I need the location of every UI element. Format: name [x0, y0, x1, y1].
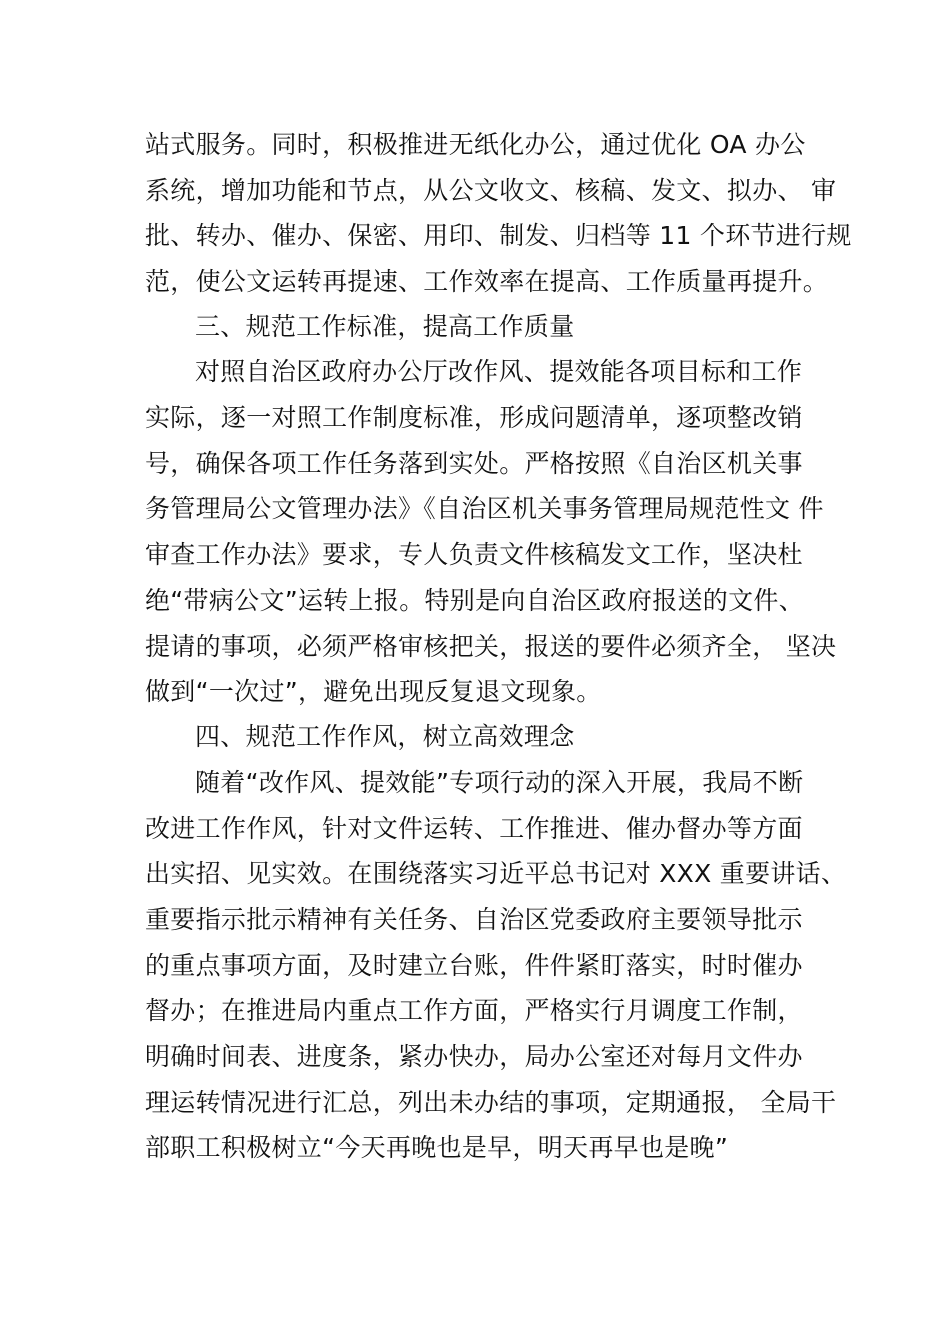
text-line: 出实招、见实效。在围绕落实习近平总书记对 XXX 重要讲话、	[145, 859, 847, 888]
text-line: 的重点事项方面，及时建立台账，件件紧盯落实，时时催办	[145, 951, 803, 980]
text-line: 务管理局公文管理办法》《自治区机关事务管理局规范性文 件	[145, 494, 824, 523]
text-line: 重要指示批示精神有关任务、自治区党委政府主要领导批示	[145, 905, 803, 934]
text-line: 实际，逐一对照工作制度标准，形成问题清单，逐项整改销	[145, 403, 803, 432]
text-line: 改进工作作风，针对文件运转、工作推进、催办督办等方面	[145, 814, 803, 843]
text-line: 号，确保各项工作任务落到实处。严格按照《自治区机关事	[145, 449, 803, 478]
text-line: 对照自治区政府办公厅改作风、提效能各项目标和工作	[195, 357, 803, 386]
text-line: 理运转情况进行汇总，列出未办结的事项，定期通报， 全局干	[145, 1088, 837, 1117]
text-line: 系统，增加功能和节点，从公文收文、核稿、发文、拟办、 审	[145, 176, 837, 205]
text-line: 绝“带病公文”运转上报。特别是向自治区政府报送的文件、	[145, 586, 805, 615]
section-heading: 四、规范工作作风，树立高效理念	[195, 722, 575, 751]
text-line: 范，使公文运转再提速、工作效率在提高、工作质量再提升。	[145, 267, 829, 296]
text-line: 明确时间表、进度条，紧办快办，局办公室还对每月文件办	[145, 1042, 803, 1071]
text-line: 审查工作办法》要求，专人负责文件核稿发文工作，坚决杜	[145, 540, 803, 569]
section-heading: 三、规范工作标准，提高工作质量	[195, 312, 575, 341]
text-line: 做到“一次过”，避免出现反复退文现象。	[145, 677, 602, 706]
text-line: 督办；在推进局内重点工作方面，严格实行月调度工作制，	[145, 996, 803, 1025]
text-line: 随着“改作风、提效能”专项行动的深入开展，我局不断	[195, 768, 804, 797]
text-line: 提请的事项，必须严格审核把关，报送的要件必须齐全， 坚决	[145, 632, 837, 661]
text-line: 批、转办、催办、保密、用印、制发、归档等 11 个环节进行规	[145, 221, 852, 250]
text-line: 站式服务。同时，积极推进无纸化办公，通过优化 OA 办公	[145, 130, 806, 159]
text-line: 部职工积极树立“今天再晚也是早，明天再早也是晚”	[145, 1133, 729, 1162]
